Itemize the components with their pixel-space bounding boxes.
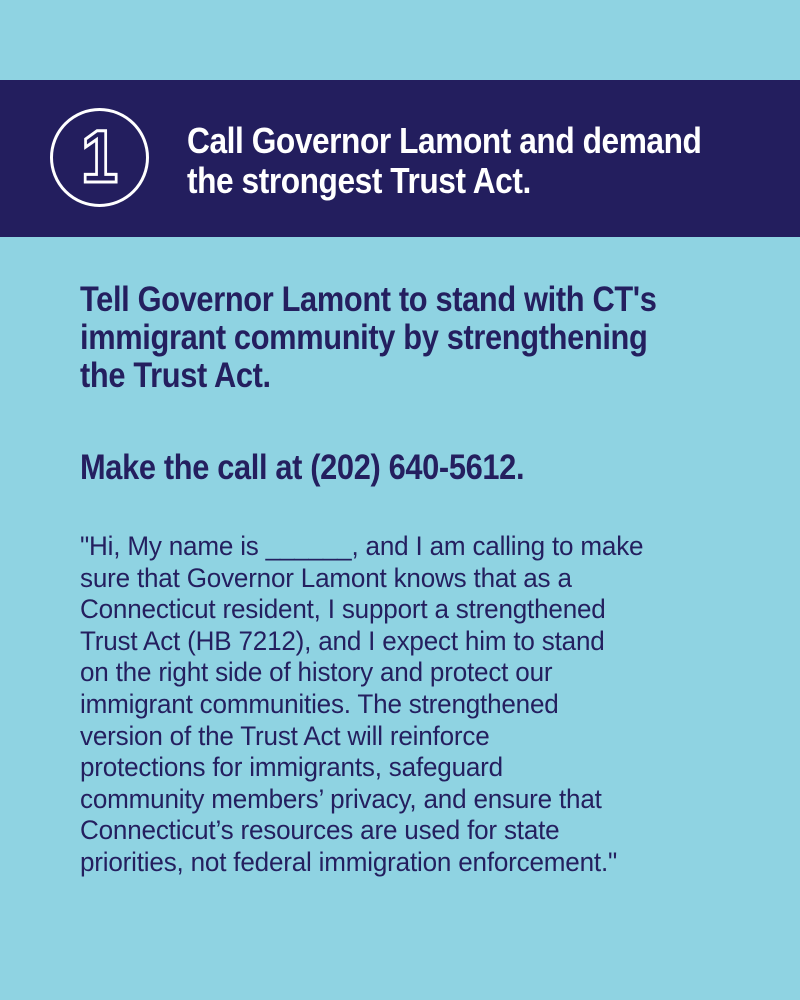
script-line-10: Connecticut’s resources are used for state [80,815,560,846]
script-line-6: immigrant communities. The strengthened [80,688,559,719]
script-line-5: on the right side of history and protect our [80,657,553,688]
script-line-8: protections for immigrants, safeguard [80,752,503,783]
script-line-3: Connecticut resident, I support a strengthened [80,594,606,625]
step-number: 1 [81,114,118,198]
headline-line-3: the Trust Act. [80,356,271,395]
step-title-line-1: Call Governor Lamont and demand [187,120,702,161]
headline-line-2: immigrant community by strengthening [80,318,648,357]
call-script [80,531,707,879]
script-line-1: "Hi, My name is ______, and I am calling to make [80,531,644,561]
script-line-2: sure that Governor Lamont knows that as a [80,562,572,593]
script-line-11: priorities, not federal immigration enforcement." [80,846,618,877]
script-line-9: community members’ privacy, and ensure that [80,783,602,814]
headline [80,281,687,395]
call-phone-line: Make the call at (202) 640-5612. [80,448,525,487]
script-line-7: version of the Trust Act will reinforce [80,720,490,751]
step-banner [0,80,800,237]
step-number-circle [50,108,149,207]
step-title [187,120,702,201]
step-title-line-2: the strongest Trust Act. [187,160,531,201]
script-line-4: Trust Act (HB 7212), and I expect him to stand [80,625,605,656]
headline-line-1: Tell Governor Lamont to stand with CT's [80,280,657,319]
